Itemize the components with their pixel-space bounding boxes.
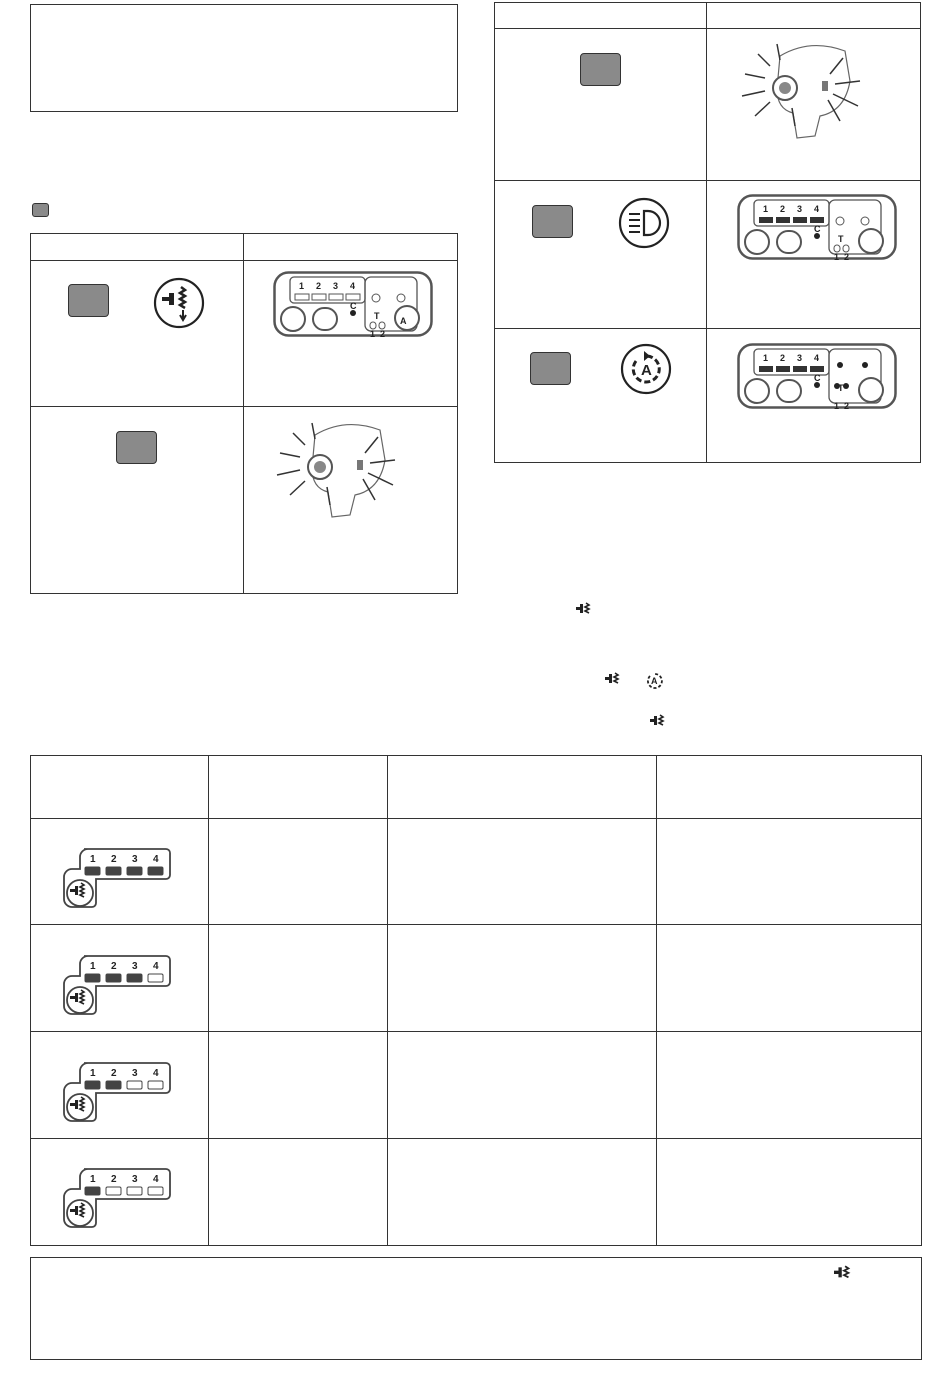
button-key-icon xyxy=(530,352,571,385)
segment-off xyxy=(148,1081,163,1089)
impact-force-indicator xyxy=(62,950,174,1016)
t-label: T xyxy=(374,311,380,321)
note-box-bottom xyxy=(30,1257,922,1360)
t-label: T xyxy=(838,383,844,393)
segment-off xyxy=(106,1187,121,1195)
step-label: 1 xyxy=(90,1174,96,1185)
segment-on xyxy=(127,974,142,982)
svg-text:A: A xyxy=(651,676,658,686)
step-label: 3 xyxy=(132,854,138,865)
impact-force-icon xyxy=(834,1264,854,1284)
impact-force-icon xyxy=(67,880,93,906)
step-label: 2 xyxy=(111,961,117,972)
segment-off xyxy=(148,1187,163,1195)
impact-force-icon xyxy=(153,277,205,329)
step-label: 4 xyxy=(814,353,820,363)
step-label: 2 xyxy=(780,204,786,214)
control-panel-assist-on xyxy=(737,343,897,409)
segment-off xyxy=(127,1187,142,1195)
t-sub-label: 1 xyxy=(370,329,376,339)
segment-on xyxy=(85,1081,100,1089)
note-box-top xyxy=(30,4,458,112)
c-label: C xyxy=(350,301,357,311)
t-sub-label: 2 xyxy=(380,329,386,339)
step-label: 1 xyxy=(90,1068,96,1079)
step-label: 1 xyxy=(763,353,769,363)
step-label: 2 xyxy=(111,854,117,865)
control-panel-all-off xyxy=(273,271,433,337)
step-label: 4 xyxy=(153,1068,159,1079)
step-label: 3 xyxy=(132,1174,138,1185)
impact-force-icon xyxy=(650,713,668,731)
assist-mode-icon xyxy=(620,343,672,395)
control-panel-light-on xyxy=(737,194,897,260)
step-label: 3 xyxy=(797,204,803,214)
step-label: 2 xyxy=(111,1068,117,1079)
step-label: 2 xyxy=(780,353,786,363)
step-label: 2 xyxy=(111,1174,117,1185)
segment-on xyxy=(106,974,121,982)
segment-on xyxy=(106,867,121,875)
button-key-icon xyxy=(532,205,573,238)
segment-on xyxy=(148,867,163,875)
t-sub-label: 2 xyxy=(844,401,850,411)
step-label: 2 xyxy=(316,281,322,291)
segment-off xyxy=(148,974,163,982)
assist-mode-icon xyxy=(644,670,664,690)
c-label: C xyxy=(814,224,821,234)
t-sub-label: 1 xyxy=(834,401,840,411)
button-key-icon xyxy=(68,284,109,317)
tool-flashing-icon xyxy=(275,415,400,520)
step-label: 4 xyxy=(350,281,356,291)
button-key-icon xyxy=(116,431,157,464)
t-label: T xyxy=(838,234,844,244)
step-label: 4 xyxy=(153,854,159,865)
step-label: 3 xyxy=(333,281,339,291)
light-icon xyxy=(618,197,670,249)
step-label: 1 xyxy=(90,854,96,865)
step-label: 4 xyxy=(814,204,820,214)
segment-on xyxy=(85,1187,100,1195)
impact-force-icon xyxy=(605,671,623,689)
segment-off xyxy=(127,1081,142,1089)
t-sub-label: 2 xyxy=(844,252,850,262)
button-key-icon xyxy=(580,53,621,86)
t-sub-label: 1 xyxy=(834,252,840,262)
impact-force-icon xyxy=(67,1200,93,1226)
segment-on xyxy=(106,1081,121,1089)
impact-force-indicator xyxy=(62,1163,174,1229)
assist-a-label: A xyxy=(400,316,407,326)
c-label: C xyxy=(814,373,821,383)
segment-on xyxy=(85,867,100,875)
button-key-icon xyxy=(32,203,49,217)
svg-text:A: A xyxy=(641,362,652,379)
step-label: 4 xyxy=(153,961,159,972)
impact-force-icon xyxy=(67,987,93,1013)
step-label: 3 xyxy=(132,961,138,972)
impact-force-indicator xyxy=(62,843,174,909)
tool-flashing-icon xyxy=(740,36,865,141)
impact-force-indicator xyxy=(62,1057,174,1123)
impact-force-icon xyxy=(576,601,594,619)
step-label: 3 xyxy=(797,353,803,363)
impact-force-icon xyxy=(67,1094,93,1120)
step-label: 1 xyxy=(299,281,305,291)
step-label: 1 xyxy=(90,961,96,972)
segment-on xyxy=(85,974,100,982)
step-label: 3 xyxy=(132,1068,138,1079)
step-label: 4 xyxy=(153,1174,159,1185)
step-label: 1 xyxy=(763,204,769,214)
segment-on xyxy=(127,867,142,875)
